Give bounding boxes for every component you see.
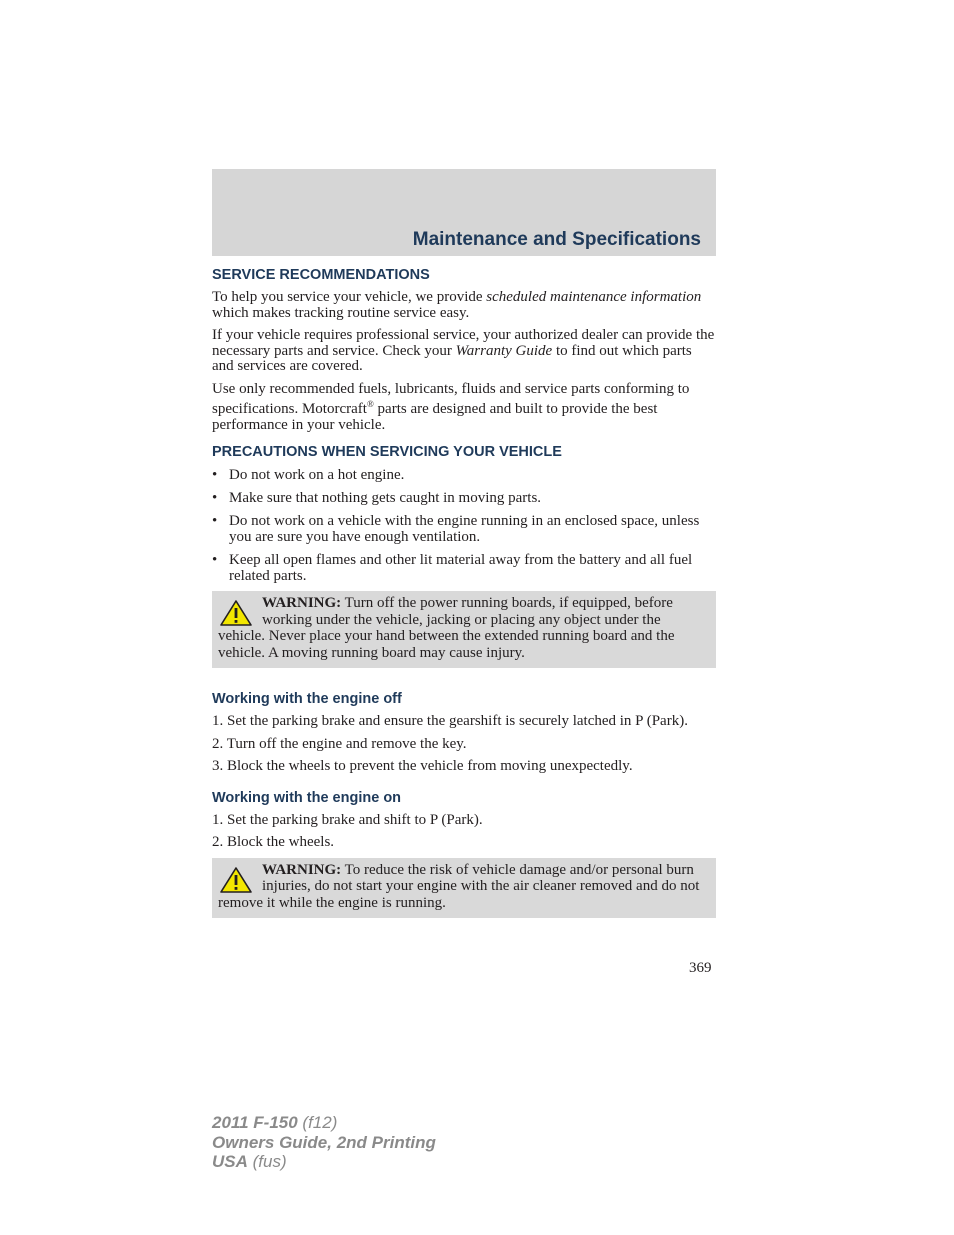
warning-triangle-icon bbox=[220, 866, 252, 894]
step: 2. Block the wheels. bbox=[212, 834, 335, 850]
italic-term: Warranty Guide bbox=[455, 342, 553, 359]
document-footer bbox=[212, 1113, 436, 1172]
warning-box-air-cleaner bbox=[212, 858, 716, 919]
page-content bbox=[212, 266, 716, 940]
list-item: • Keep all open flames and other lit material away from the battery and all fuel related parts. bbox=[212, 552, 693, 584]
footer-line-model: 2011 F-150 (f12) bbox=[212, 1113, 338, 1132]
subsection-title-engine-on: Working with the engine on bbox=[212, 789, 402, 806]
precautions-list bbox=[212, 467, 716, 584]
page-number: 369 bbox=[689, 960, 712, 976]
list-item: • Make sure that nothing gets caught in moving parts. bbox=[212, 490, 542, 506]
footer-line-guide: Owners Guide, 2nd Printing bbox=[212, 1132, 436, 1152]
warning-box-running-boards bbox=[212, 591, 716, 668]
chapter-title: Maintenance and Specifications bbox=[412, 229, 701, 250]
registered-mark: ® bbox=[366, 399, 374, 409]
step: 3. Block the wheels to prevent the vehicle from moving unexpectedly. bbox=[212, 758, 633, 774]
step: 1. Set the parking brake and shift to P (Park). bbox=[212, 811, 483, 828]
list-item: • Do not work on a hot engine. bbox=[212, 467, 405, 483]
footer-line-region: USA (fus) bbox=[212, 1152, 287, 1171]
chapter-header-band bbox=[212, 169, 716, 256]
warning-label: WARNING: bbox=[262, 861, 342, 878]
paragraph-service-2: If your vehicle requires professional service, your authorized dealer can provide the necessary parts and service. Check your Warranty Guide to find out which parts and services are covered. bbox=[212, 327, 715, 374]
section-title-precautions: PRECAUTIONS WHEN SERVICING YOUR VEHICLE bbox=[212, 444, 562, 460]
step: 1. Set the parking brake and ensure the gearshift is securely latched in P (Park). bbox=[212, 713, 688, 729]
paragraph-service-1: To help you service your vehicle, we provide scheduled maintenance information which makes tracking routine service easy. bbox=[212, 289, 702, 321]
warning-label: WARNING: bbox=[262, 595, 342, 611]
subsection-title-engine-off: Working with the engine off bbox=[212, 691, 402, 707]
section-title-service-recommendations: SERVICE RECOMMENDATIONS bbox=[212, 267, 430, 283]
warning-triangle-icon bbox=[220, 599, 252, 627]
list-item: • Do not work on a vehicle with the engine running in an enclosed space, unless you are sure you have enough ventilation. bbox=[212, 513, 700, 545]
paragraph-service-3: Use only recommended fuels, lubricants, fluids and service parts conforming to specifications. Motorcraft® parts are designed and built to provide the best performance in your vehicle. bbox=[212, 380, 690, 433]
warning-text: To reduce the risk of vehicle damage and/or personal burn injuries, do not start your engine with the air cleaner removed and do not remove it while the engine is running. bbox=[218, 861, 700, 911]
step: 2. Turn off the engine and remove the key. bbox=[212, 735, 467, 752]
warning-text: Turn off the power running boards, if equipped, before working under the vehicle, jacking or placing any object under the vehicle. Never place your hand between the extended running board and the vehicle. A moving running board may cause injury. bbox=[218, 595, 675, 661]
italic-term: scheduled maintenance information bbox=[486, 289, 702, 305]
